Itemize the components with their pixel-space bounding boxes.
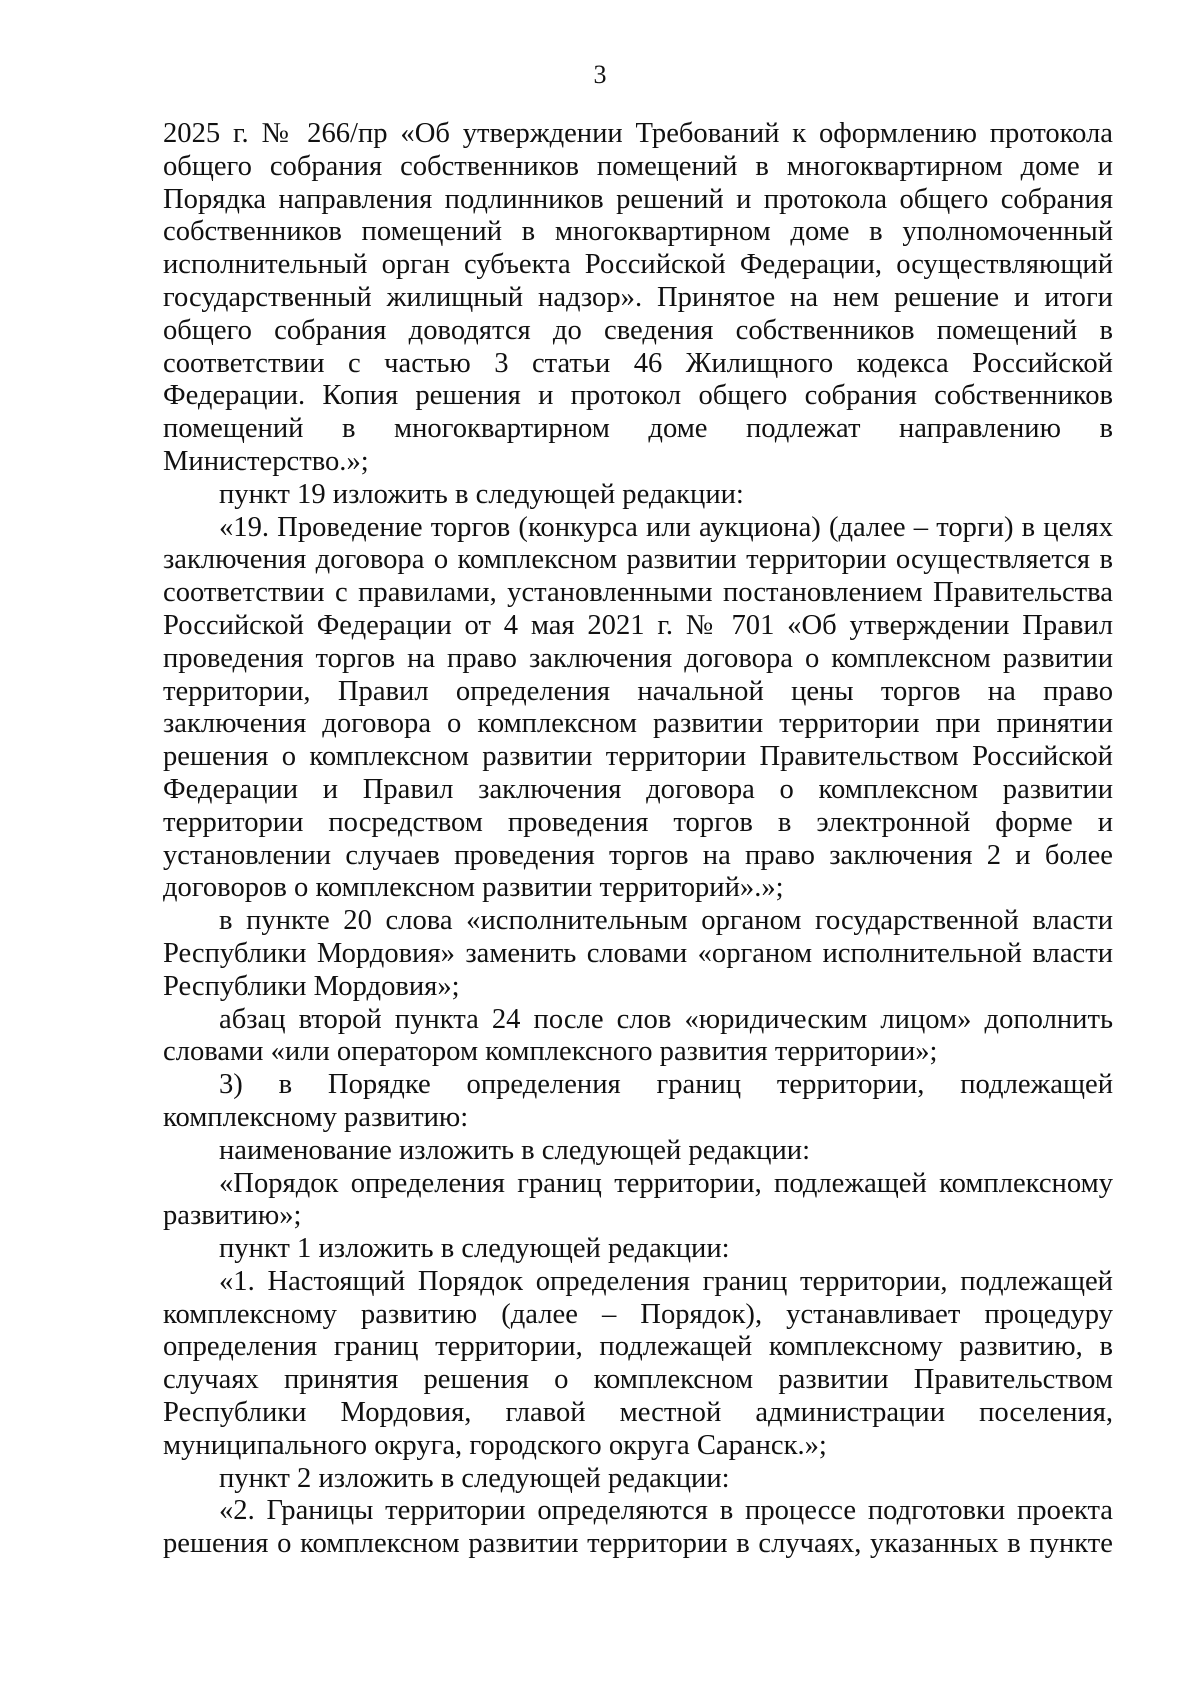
document-body xyxy=(163,118,1113,1561)
paragraph-continuation: 2025 г. № 266/пр «Об утверждении Требований к оформлению протокола общего собрания собственников помещений в многоквартирном доме и Порядка направления подлинников решений и протокола общего собрания собственников помещений в многоквартирном доме в уполномоченный исполнительный орган субъекта Российской Федерации, осуществляющий государственный жилищный надзор». Принятое на нем решение и итоги общего собрания доводятся до сведения собственников помещений в соответствии с частью 3 статьи 46 Жилищного кодекса Российской Федерации. Копия решения и протокол общего собрания собственников помещений в многоквартирном доме подлежат направлению в Министерство.»; xyxy=(163,118,1113,477)
page-number: 3 xyxy=(593,60,607,89)
paragraph-title-text: «Порядок определения границ территории, подлежащей комплексному развитию»; xyxy=(163,1167,1113,1232)
paragraph-item-1-intro: пункт 1 изложить в следующей редакции: xyxy=(219,1233,730,1265)
paragraph-section-3: 3) в Порядке определения границ территории, подлежащей комплексному развитию: xyxy=(163,1069,1113,1133)
paragraph-item-2-intro: пункт 2 изложить в следующей редакции: xyxy=(219,1462,730,1494)
paragraph-item-1-text: «1. Настоящий Порядок определения границ территории, подлежащей комплексному развитию (далее – Порядок), устанавливает процедуру определения границ территории, подлежащей комплексному развитию, в случаях принятия решения о комплексном развитии Правительством Республики Мордовия, главой местной администрации поселения, муниципального округа, городского округа Саранск.»; xyxy=(163,1265,1113,1461)
paragraph-item-20: в пункте 20 слова «исполнительным органом государственной власти Республики Мордовия» заменить словами «органом исполнительной власти Республики Мордовия»; xyxy=(163,905,1113,1002)
paragraph-item-19-intro: пункт 19 изложить в следующей редакции: xyxy=(219,478,744,510)
paragraph-item-19-text: «19. Проведение торгов (конкурса или аукциона) (далее – торги) в целях заключения договора о комплексном развитии территории осуществляется в соответствии с правилами, установленными постановлением Правительства Российской Федерации от 4 мая 2021 г. № 701 «Об утверждении Правил проведения торгов на право заключения договора о комплексном развитии территории, Правил определения начальной цены торгов на право заключения договора о комплексном развитии территории при принятии решения о комплексном развитии территории Правительством Российской Федерации и Правил заключения договора о комплексном развитии территории посредством проведения торгов в электронной форме и установлении случаев проведения торгов на право заключения 2 и более договоров о комплексном развитии территорий».»; xyxy=(163,511,1113,904)
paragraph-item-24: абзац второй пункта 24 после слов «юридическим лицом» дополнить словами «или оператором комплексного развития территории»; xyxy=(163,1003,1113,1068)
paragraph-title-intro: наименование изложить в следующей редакции: xyxy=(219,1134,811,1166)
paragraph-item-2-text: «2. Границы территории определяются в процессе подготовки проекта решения о комплексном развитии территории в случаях, указанных в пункте xyxy=(163,1495,1113,1560)
